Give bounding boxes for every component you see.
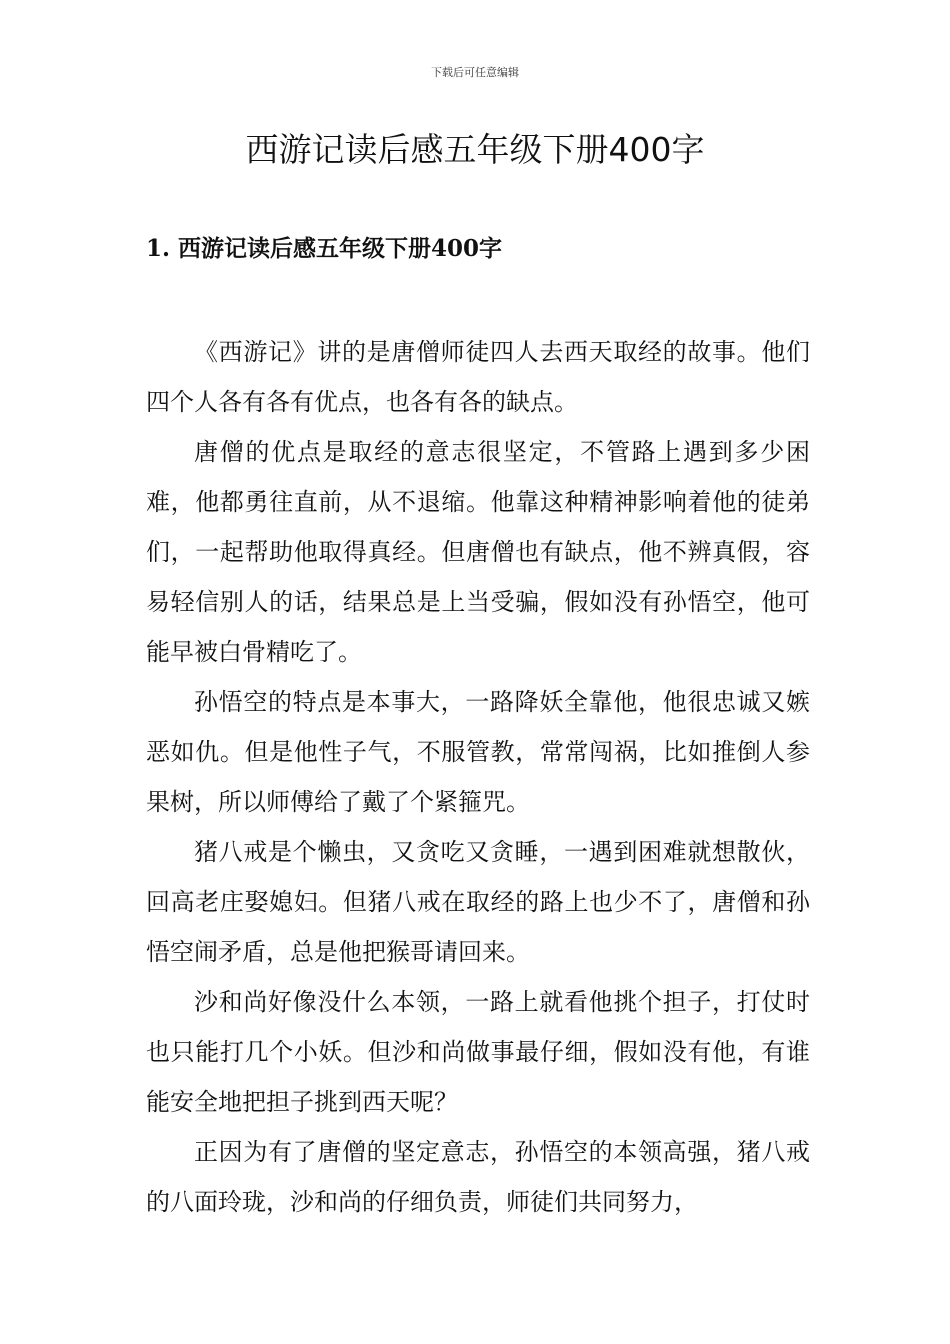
paragraph: 猪八戒是个懒虫，又贪吃又贪睡，一遇到困难就想散伙，回高老庄娶媳妇。但猪八戒在取经的路上也少不了，唐僧和孙悟空闹矛盾，总是他把猴哥请回来。: [146, 838, 810, 966]
header-note: 下载后可任意编辑: [431, 66, 519, 79]
paragraph: 沙和尚好像没什么本领，一路上就看他挑个担子，打仗时也只能打几个小妖。但沙和尚做事最仔细，假如没有他，有谁能安全地把担子挑到西天呢？: [146, 988, 810, 1116]
page-title: 西游记读后感五年级下册400字: [245, 130, 705, 169]
paragraph: 唐僧的优点是取经的意志很坚定，不管路上遇到多少困难，他都勇往直前，从不退缩。他靠这种精神影响着他的徒弟们，一起帮助他取得真经。但唐僧也有缺点，他不辨真假，容易轻信别人的话，结果总是上当受骗，假如没有孙悟空，他可能早被白骨精吃了。: [146, 438, 810, 666]
paragraph: 正因为有了唐僧的坚定意志，孙悟空的本领高强，猪八戒的八面玲珑，沙和尚的仔细负责，师徒们共同努力，: [146, 1138, 810, 1216]
section-heading: 1. 西游记读后感五年级下册400字: [146, 235, 503, 262]
paragraph: 孙悟空的特点是本事大，一路降妖全靠他，他很忠诚又嫉恶如仇。但是他性子气，不服管教，常常闯祸，比如推倒人参果树，所以师傅给了戴了个紧箍咒。: [146, 688, 810, 816]
body-text: [146, 327, 810, 1227]
paragraph: 《西游记》讲的是唐僧师徒四人去西天取经的故事。他们四个人各有各有优点，也各有各的缺点。: [146, 338, 810, 416]
